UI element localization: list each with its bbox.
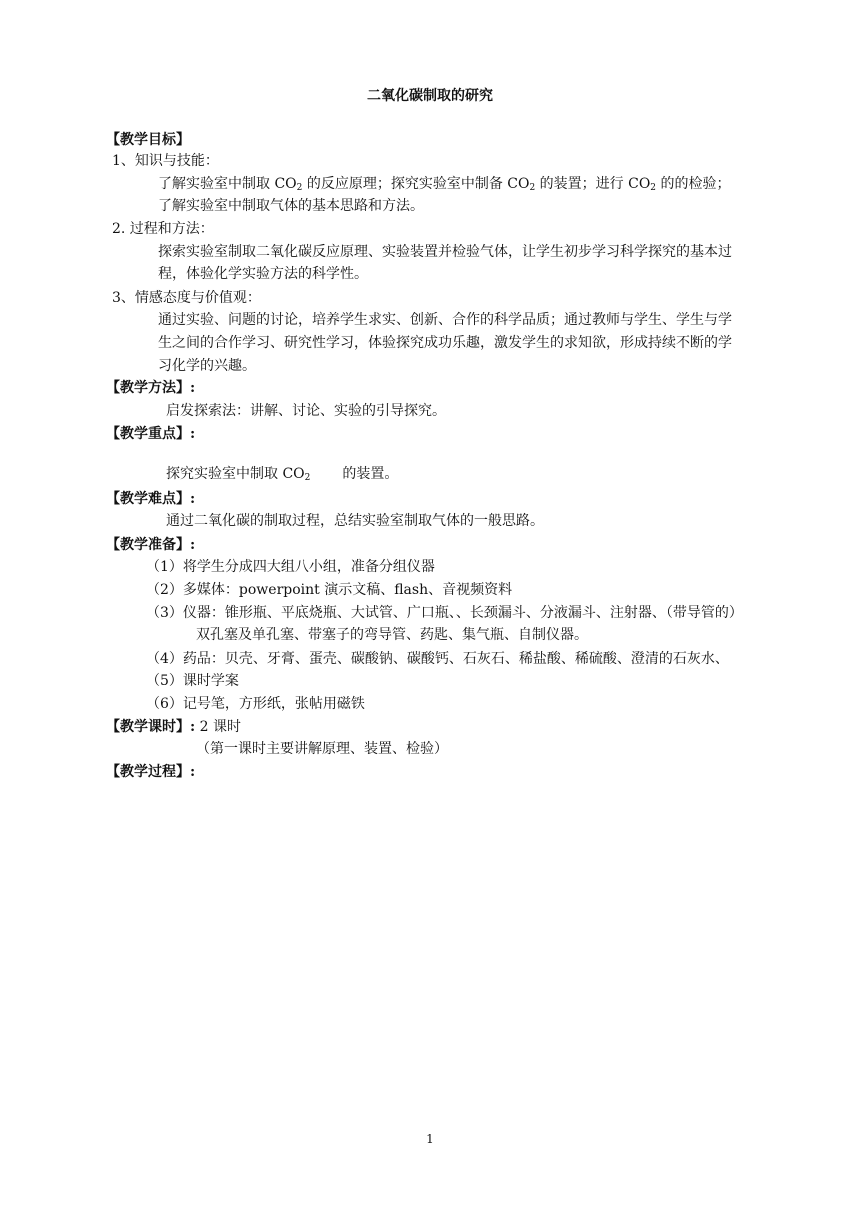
key-point-heading: 【教学重点】: xyxy=(106,426,196,442)
hours-value: 2 课时 xyxy=(195,719,241,735)
objective-3-line-1: 通过实验、问题的讨论，培养学生求实、创新、合作的科学品质；通过教师与学生、学生与学 xyxy=(158,312,732,328)
preparation-heading: 【教学准备】: xyxy=(106,537,196,553)
objective-2-line-1: 探索实验室制取二氧化碳反应原理、实验装置并检验气体，让学生初步学习科学探究的基本过 xyxy=(158,244,732,260)
objective-3-title: 3、情感态度与价值观： xyxy=(112,290,261,306)
preparation-item-5: （5）课时学案 xyxy=(146,673,239,689)
objective-3-line-3: 习化学的兴趣。 xyxy=(158,358,256,374)
preparation-item-4: （4）药品：贝壳、牙膏、蛋壳、碳酸钠、碳酸钙、石灰石、稀盐酸、稀硫酸、澄清的石灰水、 xyxy=(146,651,729,667)
difficulty-text: 通过二氧化碳的制取过程，总结实验室制取气体的一般思路。 xyxy=(166,513,544,529)
hours-line xyxy=(106,717,241,737)
hours-note: （第一课时主要讲解原理、装置、检验） xyxy=(196,741,448,757)
preparation-item-3-line-1: （3）仪器：锥形瓶、平底烧瓶、大试管、广口瓶、、长颈漏斗、分液漏斗、注射器、（带导管的） xyxy=(146,605,743,621)
document-title: 二氧化碳制取的研究 xyxy=(367,88,493,104)
objective-1-title: 1、知识与技能： xyxy=(112,153,219,169)
objective-1-line-1: 了解实验室中制取 $CO_2$ 的反应原理；探究实验室中制备 $CO_2$ 的装置；进行 $CO_2$ 的的检验； xyxy=(158,176,731,193)
preparation-item-3-line-2: 双孔塞及单孔塞、带塞子的弯导管、药匙、集气瓶、自制仪器。 xyxy=(196,627,588,643)
method-text: 启发探索法：讲解、讨论、实验的引导探究。 xyxy=(166,403,446,419)
objective-3-line-2: 生之间的合作学习、研究性学习，体验探究成功乐趣，激发学生的求知欲，形成持续不断的学 xyxy=(158,335,732,351)
difficulty-heading: 【教学难点】: xyxy=(106,491,196,507)
objective-2-title: 2. 过程和方法： xyxy=(112,221,214,237)
page-number: 1 xyxy=(426,1132,434,1146)
hours-heading: 【教学课时】: xyxy=(106,719,196,735)
key-point-text: 探究实验室中制取 $CO_2$ 的装置。 xyxy=(166,466,399,483)
objective-2-line-2: 程，体验化学实验方法的科学性。 xyxy=(158,266,368,282)
objectives-heading: 【教学目标】 xyxy=(106,132,190,148)
preparation-item-1: （1）将学生分成四大组八小组，准备分组仪器 xyxy=(146,559,435,575)
preparation-item-2: （2）多媒体：powerpoint 演示文稿、flash、音视频资料 xyxy=(146,582,513,598)
process-heading: 【教学过程】: xyxy=(106,764,196,780)
objective-1-line-2: 了解实验室中制取气体的基本思路和方法。 xyxy=(158,198,424,214)
preparation-item-6: （6）记号笔，方形纸，张帖用磁铁 xyxy=(146,696,365,712)
method-heading: 【教学方法】: xyxy=(106,380,196,396)
